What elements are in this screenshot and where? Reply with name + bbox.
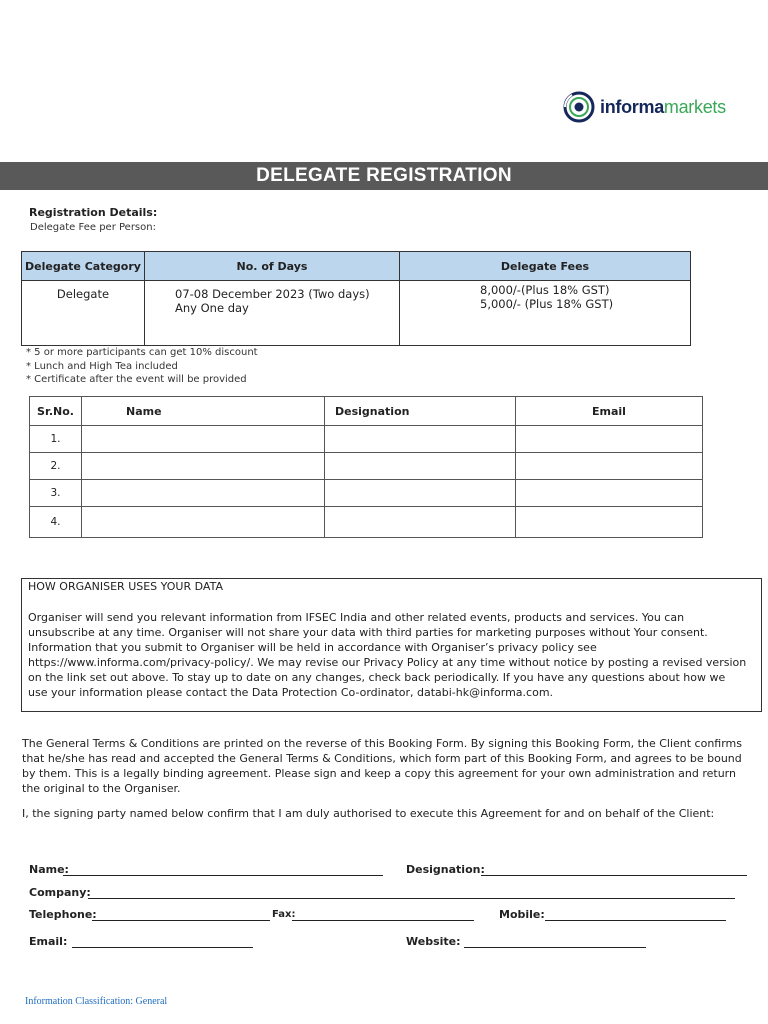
delegates-table-header bbox=[30, 397, 703, 426]
col-no-of-days: No. of Days bbox=[145, 252, 400, 281]
page-title: DELEGATE REGISTRATION bbox=[0, 162, 768, 190]
table-row bbox=[30, 507, 703, 538]
fee-amount-cell bbox=[400, 281, 691, 346]
fee-table-row bbox=[22, 281, 691, 346]
fax-label: Fax: bbox=[272, 909, 296, 920]
telephone-label: Telephone: bbox=[29, 908, 97, 921]
registration-details-heading: Registration Details: bbox=[29, 206, 158, 219]
informa-markets-logo bbox=[563, 90, 726, 124]
fee-category-cell bbox=[22, 281, 145, 346]
col-email: Email bbox=[516, 397, 703, 426]
sr-no-cell: 2. bbox=[30, 453, 82, 480]
designation-cell[interactable] bbox=[325, 480, 516, 507]
designation-field[interactable] bbox=[481, 863, 747, 876]
note-lunch: * Lunch and High Tea included bbox=[26, 360, 178, 372]
table-row bbox=[30, 480, 703, 507]
mobile-field[interactable] bbox=[545, 908, 726, 921]
email-cell[interactable] bbox=[516, 480, 703, 507]
col-name: Name bbox=[82, 397, 325, 426]
name-field[interactable] bbox=[63, 863, 383, 876]
fee-category: Delegate bbox=[56, 287, 110, 301]
sr-no-cell: 1. bbox=[30, 426, 82, 453]
fax-field[interactable] bbox=[292, 908, 474, 921]
fee-days-line2: Any One day bbox=[175, 301, 249, 315]
table-row bbox=[30, 453, 703, 480]
terms-text: The General Terms & Conditions are printed on the reverse of this Booking Form. By signing this Booking Form, the Client confirms that he/she has read and accepted the General Terms & Conditions, which form part of this Booking Form, and agrees to be bound by them. This is a legally binding agreement. Please sign and keep a copy this agreement for your own administration and return the original to the Organiser. bbox=[22, 737, 743, 795]
table-row bbox=[30, 426, 703, 453]
fee-days-line1: 07-08 December 2023 (Two days) bbox=[175, 287, 370, 301]
email-cell[interactable] bbox=[516, 507, 703, 538]
fee-table-header bbox=[22, 252, 691, 281]
designation-cell[interactable] bbox=[325, 426, 516, 453]
delegates-table bbox=[29, 396, 703, 538]
fee-amount-line2: 5,000/- (Plus 18% GST) bbox=[480, 297, 614, 311]
mobile-label: Mobile: bbox=[499, 908, 545, 921]
sr-no-cell: 4. bbox=[30, 507, 82, 538]
name-label: Name: bbox=[29, 863, 69, 876]
website-label: Website: bbox=[406, 935, 461, 948]
email-field[interactable] bbox=[72, 935, 253, 948]
col-designation: Designation bbox=[325, 397, 516, 426]
designation-label: Designation: bbox=[406, 863, 485, 876]
confirmation-text: I, the signing party named below confirm that I am duly authorised to execute this Agreement for and on behalf of the Client: bbox=[22, 807, 715, 820]
company-field[interactable] bbox=[88, 886, 735, 899]
name-cell[interactable] bbox=[82, 453, 325, 480]
col-delegate-category: Delegate Category bbox=[22, 252, 145, 281]
data-policy-heading: HOW ORGANISER USES YOUR DATA bbox=[28, 580, 223, 593]
name-cell[interactable] bbox=[82, 507, 325, 538]
website-field[interactable] bbox=[464, 935, 646, 948]
col-delegate-fees: Delegate Fees bbox=[400, 252, 691, 281]
col-sr-no: Sr.No. bbox=[30, 397, 82, 426]
informa-logo-icon bbox=[563, 91, 595, 123]
company-label: Company: bbox=[29, 886, 91, 899]
designation-cell[interactable] bbox=[325, 453, 516, 480]
email-cell[interactable] bbox=[516, 453, 703, 480]
note-discount: * 5 or more participants can get 10% discount bbox=[26, 347, 258, 358]
email-label: Email: bbox=[29, 935, 68, 948]
fee-table bbox=[21, 251, 691, 346]
classification-footer: Information Classification: General bbox=[25, 996, 168, 1007]
delegate-fee-subheading: Delegate Fee per Person: bbox=[30, 222, 156, 233]
name-cell[interactable] bbox=[82, 480, 325, 507]
fee-days-cell bbox=[145, 281, 400, 346]
registration-notes bbox=[26, 346, 258, 387]
data-policy-text: Organiser will send you relevant information from IFSEC India and other related events, products and services. You can unsubscribe at any time. Organiser will not share your data with third parties for marketing purposes without Your consent. Information that you submit to Organiser will be held in accordance with Organiser’s privacy policy see https://www.informa.com/privacy-policy/. We may revise our Privacy Policy at any time without notice by posting a revised version on the link set out above. To stay up to date on any changes, check back periodically. If you have any questions about how we use your information please contact the Data Protection Co-ordinator, databi-hk@informa.com. bbox=[28, 611, 747, 699]
email-cell[interactable] bbox=[516, 426, 703, 453]
note-certificate: * Certificate after the event will be provided bbox=[26, 374, 247, 385]
sr-no-cell: 3. bbox=[30, 480, 82, 507]
designation-cell[interactable] bbox=[325, 507, 516, 538]
fee-amount-line1: 8,000/-(Plus 18% GST) bbox=[480, 283, 610, 297]
telephone-field[interactable] bbox=[92, 908, 270, 921]
logo-wordmark: informamarkets bbox=[600, 96, 726, 117]
name-cell[interactable] bbox=[82, 426, 325, 453]
